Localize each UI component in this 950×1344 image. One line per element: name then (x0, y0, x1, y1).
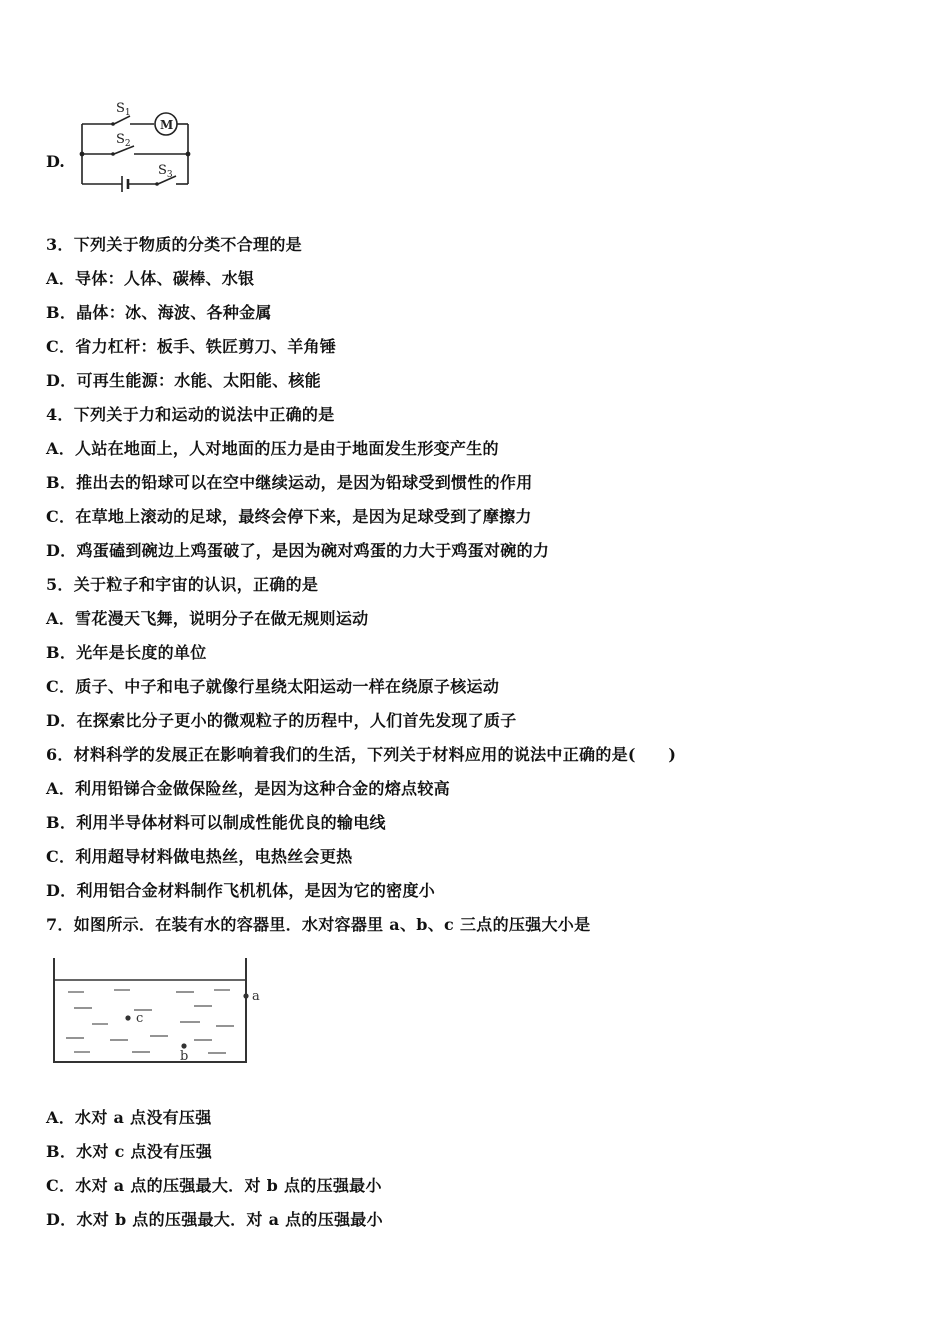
point-a-label: a (252, 989, 260, 1004)
q6-option-a: A．利用铅锑合金做保险丝，是因为这种合金的熔点较高 (46, 779, 450, 798)
motor-label: M (160, 118, 174, 132)
point-b-label: b (180, 1049, 189, 1064)
q3-option-a: A．导体：人体、碳棒、水银 (46, 269, 255, 288)
q3-option-c: C．省力杠杆：板手、铁匠剪刀、羊角锤 (46, 337, 337, 356)
point-b-marker (181, 1043, 186, 1048)
q3-option-b: B．晶体：冰、海波、各种金属 (46, 303, 272, 322)
circuit-diagram (72, 96, 202, 192)
option-d-label: D. (46, 152, 65, 171)
q4-option-b: B．推出去的铅球可以在空中继续运动，是因为铅球受到惯性的作用 (46, 473, 533, 492)
switch-s2-label: $S_2$ (116, 132, 131, 149)
q5-stem: 5．关于粒子和宇宙的认识，正确的是 (46, 575, 319, 594)
switch-s1-label: $S_1$ (116, 101, 131, 118)
q5-option-a: A．雪花漫天飞舞，说明分子在做无规则运动 (46, 609, 369, 628)
q7-option-c: C．水对 a 点的压强最大．对 b 点的压强最小 (46, 1176, 382, 1195)
q3-stem: 3．下列关于物质的分类不合理的是 (46, 235, 302, 254)
point-a-marker (243, 993, 248, 998)
q5-option-b: B．光年是长度的单位 (46, 643, 207, 662)
q5-option-d: D．在探索比分子更小的微观粒子的历程中，人们首先发现了质子 (46, 711, 517, 730)
q6-stem: 6．材料科学的发展正在影响着我们的生活，下列关于材料应用的说法中正确的是( ) (46, 745, 677, 764)
q4-stem: 4．下列关于力和运动的说法中正确的是 (46, 405, 335, 424)
point-c-label: c (136, 1011, 144, 1026)
q4-option-c: C．在草地上滚动的足球，最终会停下来，是因为足球受到了摩擦力 (46, 507, 532, 526)
water-container-figure (44, 950, 274, 1070)
q6-option-b: B．利用半导体材料可以制成性能优良的输电线 (46, 813, 386, 832)
q7-option-a: A．水对 a 点没有压强 (46, 1108, 212, 1127)
q5-option-c: C．质子、中子和电子就像行星绕太阳运动一样在绕原子核运动 (46, 677, 500, 696)
q7-stem: 7．如图所示．在装有水的容器里．水对容器里 a、b、c 三点的压强大小是 (46, 915, 591, 934)
q4-option-a: A．人站在地面上，人对地面的压力是由于地面发生形变产生的 (46, 439, 499, 458)
point-c-marker (125, 1015, 130, 1020)
switch-s3-label: $S_3$ (158, 163, 173, 180)
q7-option-d: D．水对 b 点的压强最大．对 a 点的压强最小 (46, 1210, 383, 1229)
q6-option-d: D．利用铝合金材料制作飞机机体，是因为它的密度小 (46, 881, 436, 900)
q3-option-d: D．可再生能源：水能、太阳能、核能 (46, 371, 321, 390)
q4-option-d: D．鸡蛋磕到碗边上鸡蛋破了，是因为碗对鸡蛋的力大于鸡蛋对碗的力 (46, 541, 550, 560)
q7-option-b: B．水对 c 点没有压强 (46, 1142, 213, 1161)
q6-option-c: C．利用超导材料做电热丝，电热丝会更热 (46, 847, 353, 866)
